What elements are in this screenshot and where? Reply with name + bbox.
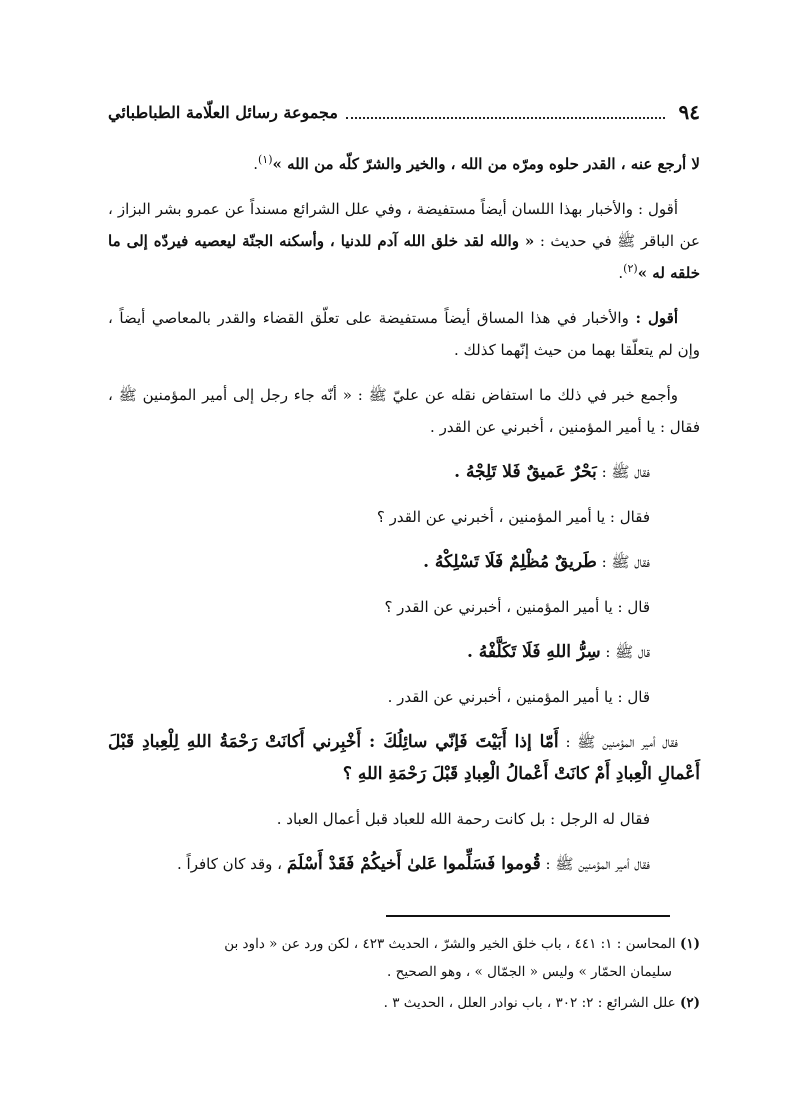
footnotes (108, 930, 700, 1020)
footnote-1 (108, 930, 700, 986)
footnote-ref-2[interactable]: (٢) (623, 262, 638, 275)
paragraph-3-text: والأخبار في هذا المساق أيضاً مستفيضة على تعلّق القضاء والقدر بالمعاصي أيضاً ، وإن لم يتعلّقا بهما من حيث إنّهما كذلك . (108, 309, 700, 359)
dialogue-speaker: فقال ﷺ : (601, 553, 650, 571)
dialogue-speaker: قال ﷺ : (605, 643, 650, 661)
dialogue-line-8 (108, 591, 700, 623)
dialogue-question: قال : يا أمير المؤمنين ، أخبرني عن القدر ؟ (384, 598, 650, 616)
hadith-quote: « والله لقد خلق الله آدم للدنيا ، وأسكنه الجنّة ليعصيه فيردّه إلى ما خلقه له » (108, 232, 700, 282)
dialogue-line-11 (108, 726, 700, 790)
quote-continuation: لا أرجع عنه ، القدر حلوه ومرّه من الله ، والخير والشرّ كلّه من الله » (272, 155, 700, 173)
paragraph-3-lead: أقول : (635, 309, 678, 327)
dialogue-question: فقال : يا أمير المؤمنين ، أخبرني عن القدر ؟ (376, 508, 650, 526)
running-header (108, 96, 700, 128)
footnote-text: علل الشرائع : ٢: ٣٠٢ ، باب نوادر العلل ، الحديث ٣ . (383, 995, 676, 1011)
paragraph-1: لا أرجع عنه ، القدر حلوه ومرّه من الله ، والخير والشرّ كلّه من الله »$^{(١)}$. (253, 153, 700, 173)
imam-answer: قُوموا فَسَلِّموا عَلىٰ أَخيكُمْ فَقَدْ أَسْلَمَ (286, 854, 541, 874)
dialogue-line-5 (108, 456, 700, 488)
page-number: ٩٤ (678, 100, 700, 124)
dialogue-line-10 (108, 681, 700, 713)
dialogue-line-7 (108, 546, 700, 578)
header-dot-leader (346, 109, 665, 119)
footnote-number: (٢) (679, 995, 700, 1011)
footnote-text: المحاسن : ١: ٤٤١ ، باب خلق الخير والشرّ ، الحديث ٤٢٣ ، لكن ورد عن « داود بن (224, 936, 676, 952)
footnote-separator (386, 915, 670, 917)
paragraph-3 (108, 302, 700, 366)
paragraph-4-text: وأجمع خبر في ذلك ما استفاض نقله عن عليّ ﷺ : « أنّه جاء رجل إلى أمير المؤمنين ﷺ ، فقال : يا أمير المؤمنين ، أخبرني عن القدر . (108, 386, 700, 436)
dialogue-reply: فقال له الرجل : بل كانت رحمة الله للعباد قبل أعمال العباد . (276, 810, 650, 828)
paragraph-2-text: أقول : والأخبار بهذا اللسان أيضاً مستفيضة ، وفي علل الشرائع مسنداً عن عمرو بشر البزاز ، عن الباقر ﷺ في حديث : (108, 200, 700, 250)
dialogue-speaker: فقال ﷺ : (601, 463, 650, 481)
footnote-ref-1[interactable]: (١) (257, 153, 273, 166)
dialogue-line-12 (108, 803, 700, 835)
imam-answer: سِرُّ اللهِ فَلَا تَكَلَّفْهُ . (466, 642, 601, 662)
imam-answer: أَمّا إذا أَبَيْتَ فَإنّي سائِلُكَ : أَخْبِرني أَكانَتْ رَحْمَةُ اللهِ لِلْعِبادِ قَبْلَ أَعْمالِ الْعِبادِ أَمْ كانَتْ أَعْمالُ الْعِبادِ قَبْلَ رَحْمَةِ اللهِ ؟ (108, 732, 700, 784)
dialogue-line-6 (108, 501, 700, 533)
dialogue-speaker: فقال أمير المؤمنين ﷺ : (565, 733, 678, 751)
paragraph-4 (108, 379, 700, 443)
paragraph-2: أقول : والأخبار بهذا اللسان أيضاً مستفيضة ، وفي علل الشرائع مسنداً عن عمرو بشر البزاز ، عن الباقر ﷺ في حديث : « والله لقد خلق الله آدم للدنيا ، وأسكنه الجنّة ليعصيه فيردّه إلى ما خلقه له »$^{(٢)}$. (108, 200, 700, 282)
footnote-number: (١) (679, 936, 700, 952)
book-title: مجموعة رسائل العلّامة الطباطبائي (108, 102, 338, 122)
imam-answer: بَحْرٌ عَميقٌ فَلا تَلِجْهُ . (454, 462, 597, 482)
footnote-text-cont: سليمان الحمّار » وليس « الجمّال » ، وهو الصحيح . (387, 964, 672, 980)
dialogue-line-9 (108, 636, 700, 668)
dialogue-tail: ، وقد كان كافراً . (177, 855, 283, 873)
main-text (108, 148, 700, 893)
dialogue-question: قال : يا أمير المؤمنين ، أخبرني عن القدر . (387, 688, 650, 706)
dialogue-speaker: فقال أمير المؤمنين ﷺ : (545, 855, 650, 873)
dialogue-line-13 (108, 848, 700, 880)
footnote-2 (108, 989, 700, 1017)
imam-answer: طَريقٌ مُظْلِمٌ فَلَا تَسْلِكْهُ . (423, 552, 597, 572)
